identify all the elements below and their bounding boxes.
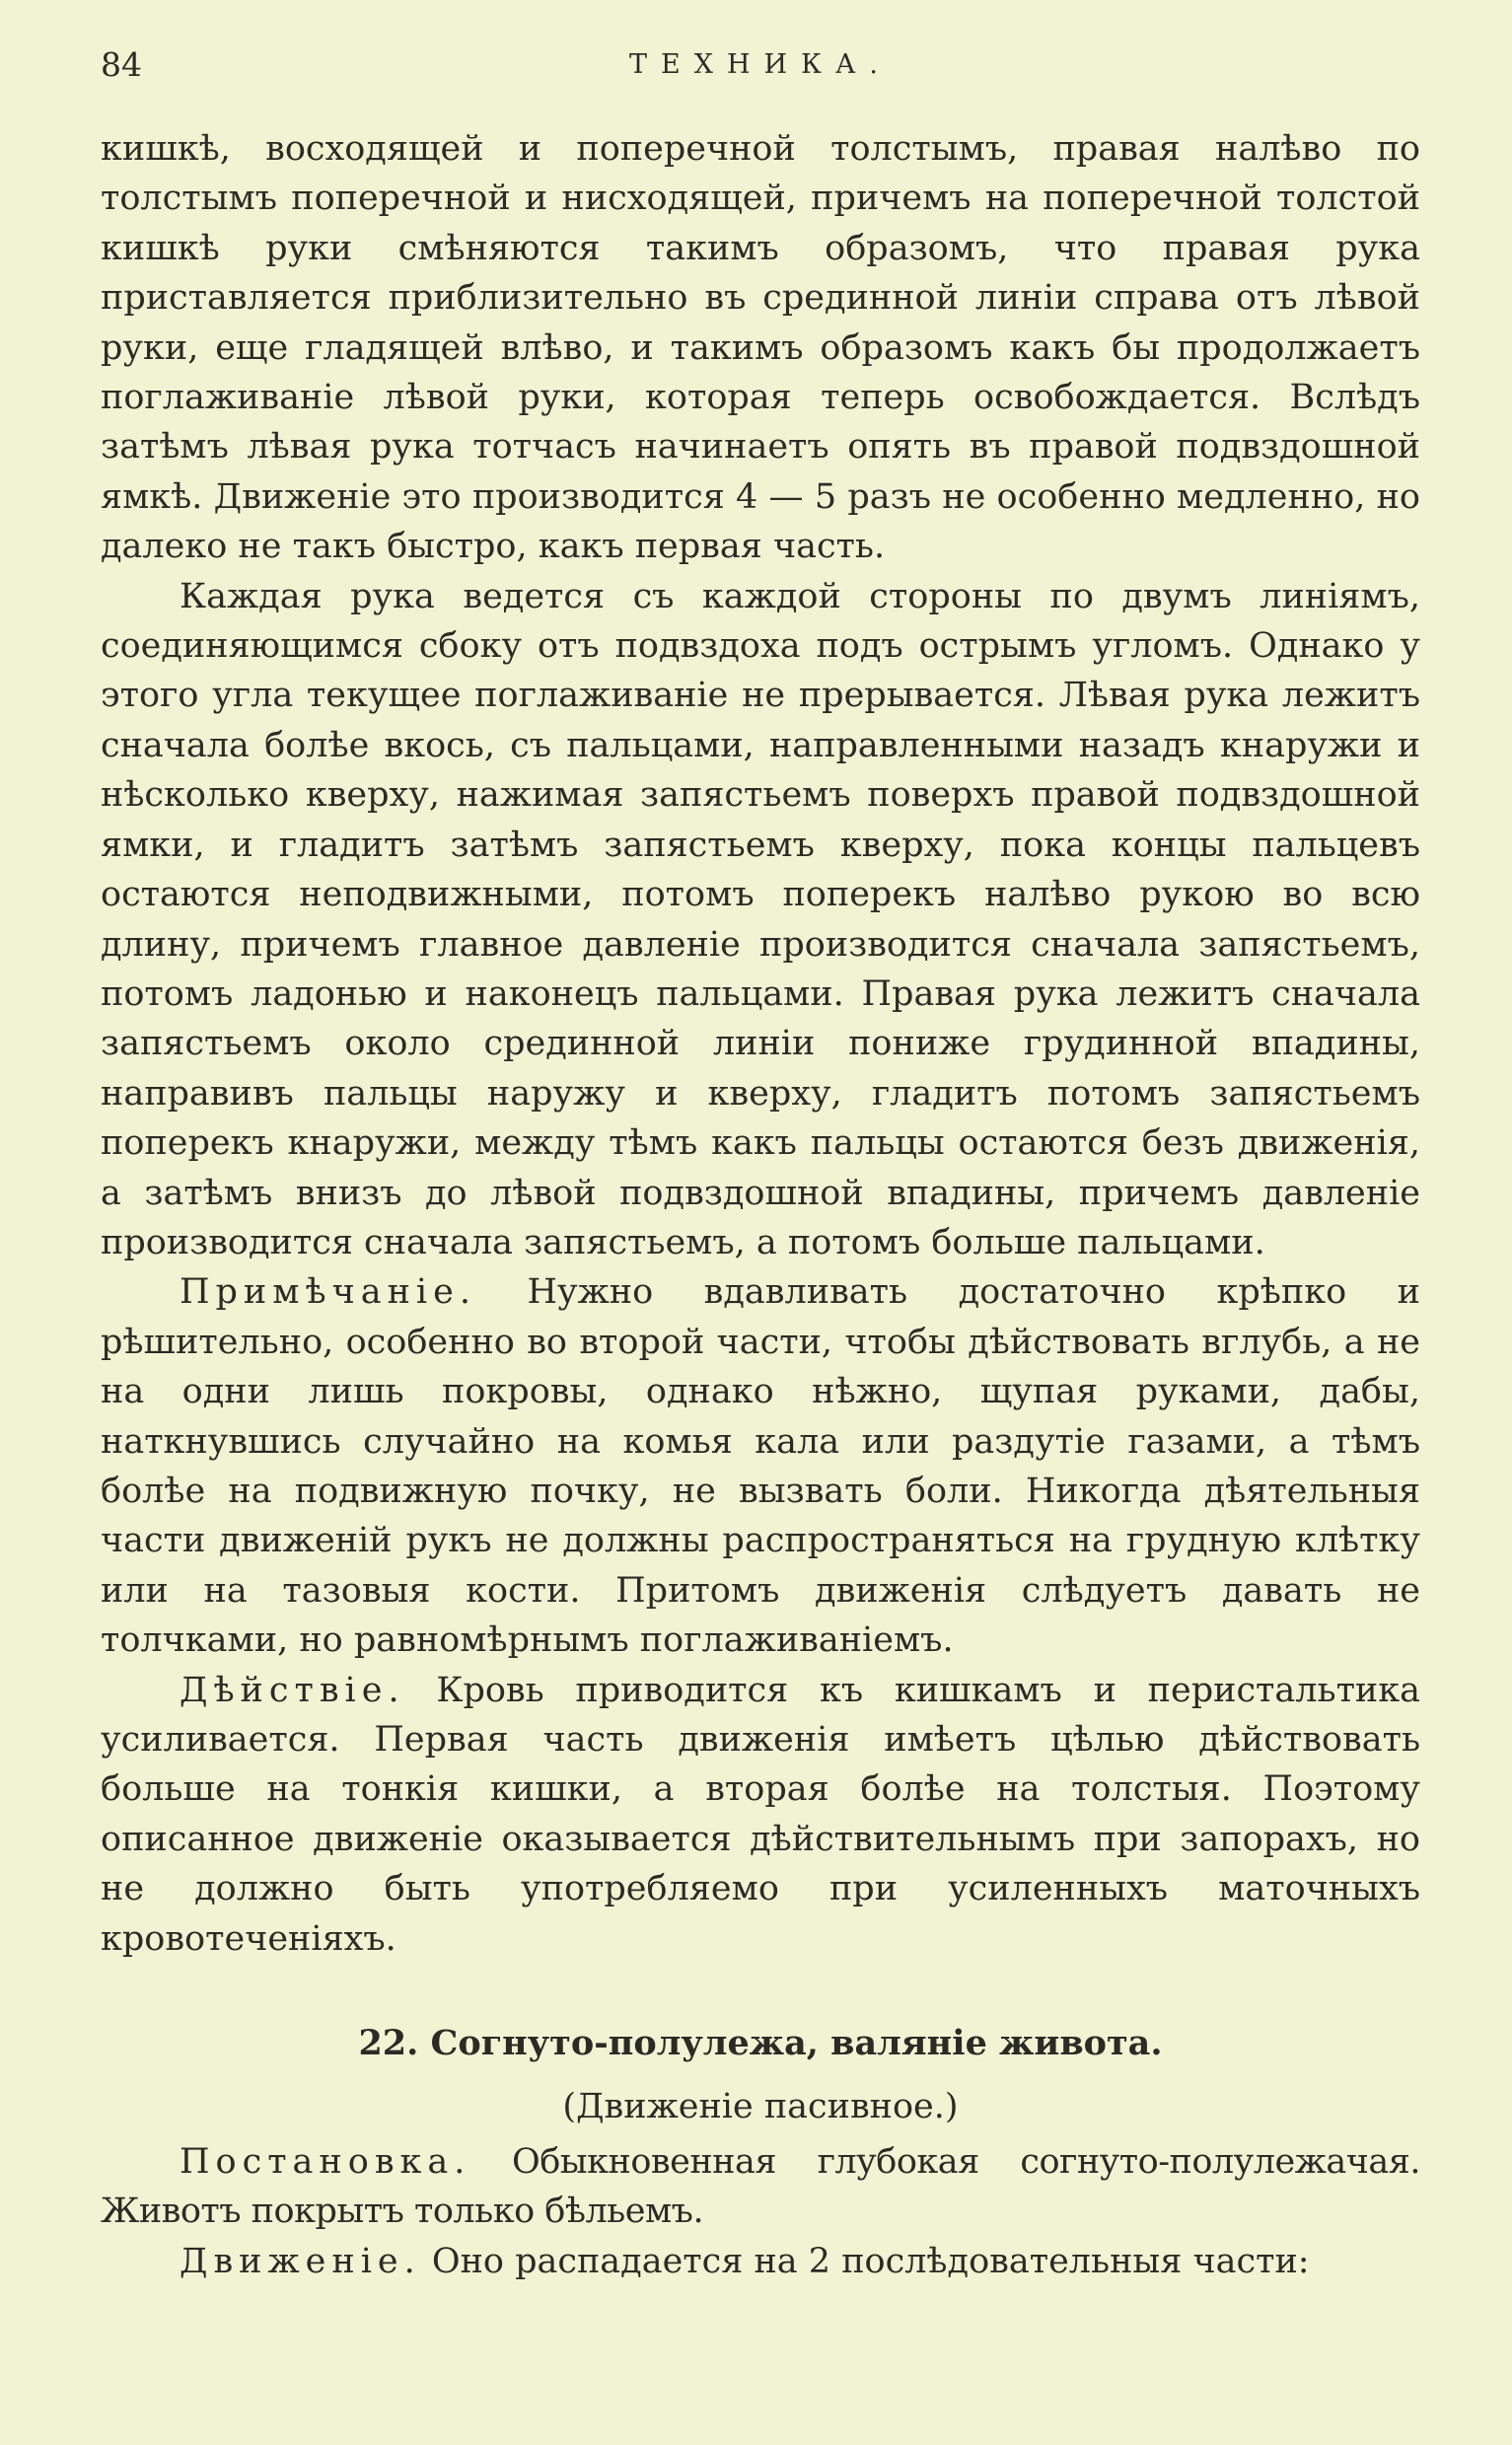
movement-label: Движеніе. xyxy=(180,2241,421,2281)
paragraph-text: Оно распадается на 2 послѣдовательныя части: xyxy=(420,2241,1310,2281)
paragraph-text: Нужно вдавливать достаточно крѣпко и рѣшительно, особенно во второй части, чтобы дѣйствовать вглубь, а не на одни лишь покровы, однако нѣжно, щупая руками, дабы, наткнувшись случайно на комья кала или раздутіе газами, а тѣмъ болѣе на подвижную почку, не вызвать боли. Никогда дѣятельныя части движеній рукъ не должны распространяться на грудную клѣтку или на тазовыя кости. Притомъ движенія слѣдуетъ давать не толчками, но равномѣрнымъ поглаживаніемъ. xyxy=(101,1272,1420,1661)
paragraph-text: Кровь приводится къ кишкамъ и перистальтика усиливается. Первая часть движенія имѣетъ цѣлью дѣйствовать больше на тонкія кишки, а вторая болѣе на толстыя. Поэтому описанное движеніе оказывается дѣйствительнымъ при запорахъ, но не должно быть употребляемо при усиленныхъ маточныхъ кровотеченіяхъ. xyxy=(101,1670,1420,1959)
section-subheading: (Движеніе пасивное.) xyxy=(562,2087,959,2127)
position-label: Постановка. xyxy=(180,2142,471,2183)
note-label: Примѣчаніе. xyxy=(180,1272,476,1313)
running-title: ТЕХНИКА. xyxy=(629,49,892,80)
paragraph-effect xyxy=(101,1666,1420,1964)
page-header xyxy=(101,45,1420,95)
page-number: 84 xyxy=(101,45,142,84)
paragraph-hand-lines xyxy=(101,572,1420,1268)
paragraph-note xyxy=(101,1267,1420,1665)
paragraph-continuation xyxy=(101,124,1420,572)
paragraph-text: Обыкновенная глубокая согнуто-полулежачая. Животъ покрытъ только бѣльемъ. xyxy=(101,2142,1420,2232)
paragraph-text: Каждая рука ведется съ каждой стороны по двумъ линіямъ, соединяющимся сбоку отъ подвздоха подъ острымъ угломъ. Однако у этого угла текущее поглаживаніе не прерывается. Лѣвая рука лежитъ сначала болѣе вкось, съ пальцами, направленными назадъ кнаружи и нѣсколько кверху, нажимая запястьемъ поверхъ правой подвздошной ямки, и гладитъ затѣмъ запястьемъ кверху, пока концы пальцевъ остаются неподвижными, потомъ поперекъ налѣво рукою во всю длину, причемъ главное давленіе производится сначала запястьемъ, потомъ ладонью и наконецъ пальцами. Правая рука лежитъ сначала запястьемъ около срединной линіи пониже грудинной впадины, направивъ пальцы наружу и кверху, гладитъ потомъ запястьемъ поперекъ кнаружи, между тѣмъ какъ пальцы остаются безъ движенія, а затѣмъ внизъ до лѣвой подвздошной впадины, причемъ давленіе производится сначала запястьемъ, а потомъ больше пальцами. xyxy=(101,576,1420,1262)
paragraph-text: кишкѣ, восходящей и поперечной толстымъ, правая налѣво по толстымъ поперечной и нисходящей, причемъ на поперечной толстой кишкѣ руки смѣняются такимъ образомъ, что правая рука приставляется приблизительно въ срединной линіи справа отъ лѣвой руки, еще гладящей влѣво, и такимъ образомъ какъ бы продолжаетъ поглаживаніе лѣвой руки, которая теперь освобождается. Вслѣдъ затѣмъ лѣвая рука тотчасъ начинаетъ опять въ правой подвздошной ямкѣ. Движеніе это производится 4 — 5 разъ не особенно медленно, но далеко не такъ быстро, какъ первая часть. xyxy=(101,129,1420,567)
paragraph-movement xyxy=(101,2237,1420,2286)
body-text xyxy=(101,124,1420,2286)
effect-label: Дѣйствіе. xyxy=(180,1670,405,1710)
paragraph-position xyxy=(101,2137,1420,2237)
section-heading: 22. Согнуто-полулежа, валяніе живота. xyxy=(358,2023,1163,2064)
